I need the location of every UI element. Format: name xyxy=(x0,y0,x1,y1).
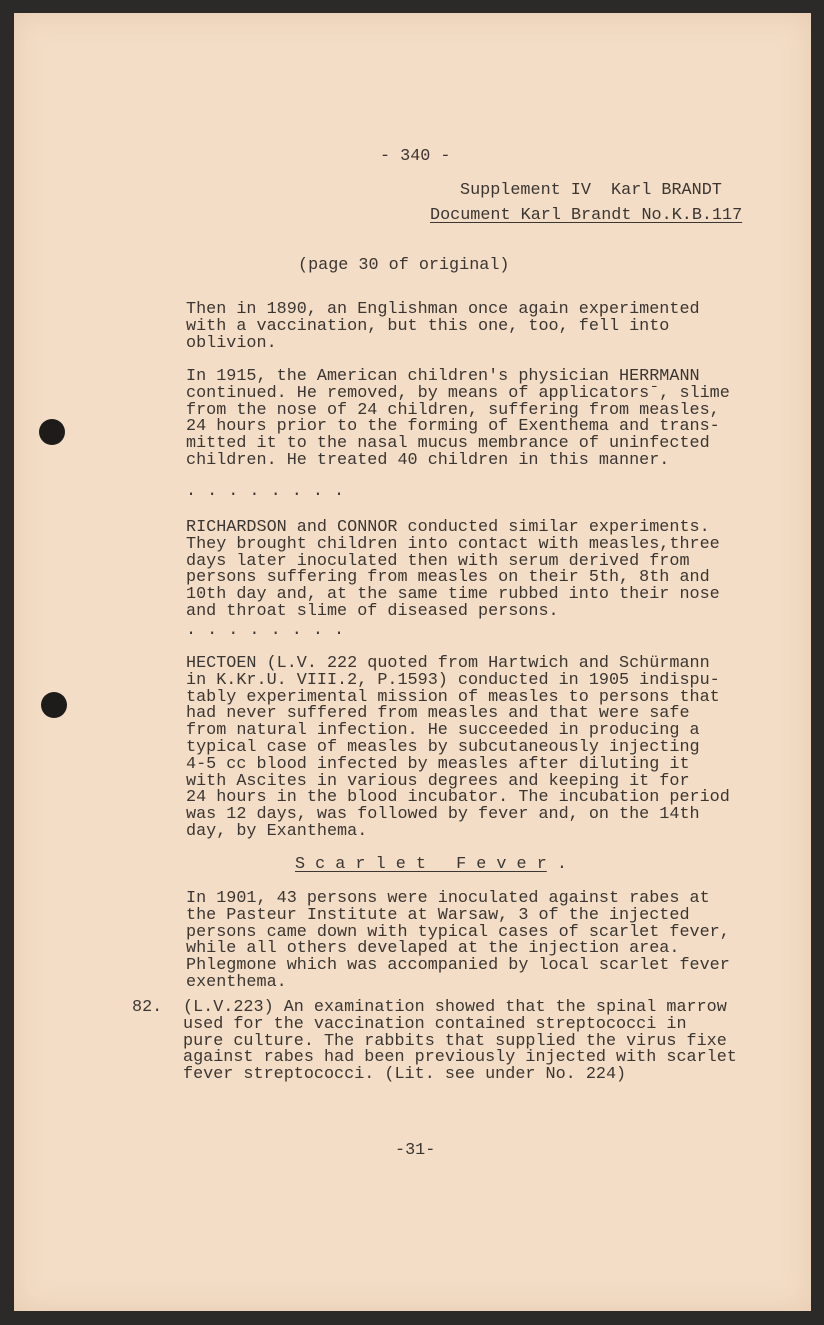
paragraph: (L.V.223) An examination showed that the spinal marrow used for the vaccination contained streptococci in pure culture. The rabbits that supplied the virus fixe against rabes had been previously injected with scarlet fever streptococci. (Lit. see under No. 224) xyxy=(183,998,737,1085)
punch-hole xyxy=(41,692,67,718)
footer-page-number: -31- xyxy=(395,1141,436,1160)
punch-hole xyxy=(39,419,65,445)
section-heading-text: S c a r l e t F e v e r xyxy=(295,855,547,874)
paragraph: In 1901, 43 persons were inoculated against rabes at the Pasteur Institute at Warsaw, 3 of the injected persons came down with typical cases of scarlet fever, while all others develaped at the injection area. Phlegmone which was accompanied by local scarlet fever exenthema. xyxy=(186,889,730,992)
page-number: - 340 - xyxy=(380,147,451,166)
paragraph: RICHARDSON and CONNOR conducted similar experiments. They brought children into contact with measles,three days later inoculated then with serum derived from persons suffering from measles on their 5th, 8th and 10th day and, at the same time rubbed into their nose and throat slime of diseased persons. xyxy=(186,518,720,621)
section-heading-period: . xyxy=(546,855,567,874)
original-page-note: (page 30 of original) xyxy=(298,256,510,275)
supplement-label: Supplement IV Karl BRANDT xyxy=(460,181,722,200)
paragraph: HECTOEN (L.V. 222 quoted from Hartwich and Schürmann in K.Kr.U. VIII.2, P.1593) conducted in 1905 indispu- tably experimental mission of measles to persons that had never suffered from measles and that were safe from natural infection. He succeeded in producing a typical case of measles by subcutaneously injecting 4-5 cc blood infected by measles after diluting it with Ascites in various degrees and keeping it for 24 hours in the blood incubator. The incubation period was 12 days, was followed by fever and, on the 14th day, by Exanthema. xyxy=(186,654,730,841)
ellipsis-separator: . . . . . . . . xyxy=(186,482,345,501)
section-heading xyxy=(295,857,567,874)
document-reference: Document Karl Brandt No.K.B.117 xyxy=(430,206,743,225)
ellipsis-separator: . . . . . . . . xyxy=(186,621,345,640)
paragraph: Then in 1890, an Englishman once again experimented with a vaccination, but this one, too, fell into oblivion. xyxy=(186,300,700,353)
paragraph: In 1915, the American children's physician HERRMANN continued. He removed, by means of applicatorsˉ, slime from the nose of 24 children, suffering from measles, 24 hours prior to the forming of Exenthema and trans- mitted it to the nasal mucus membrance of uninfected children. He treated 40 children in this manner. xyxy=(186,367,730,470)
item-number: 82. xyxy=(132,998,163,1017)
